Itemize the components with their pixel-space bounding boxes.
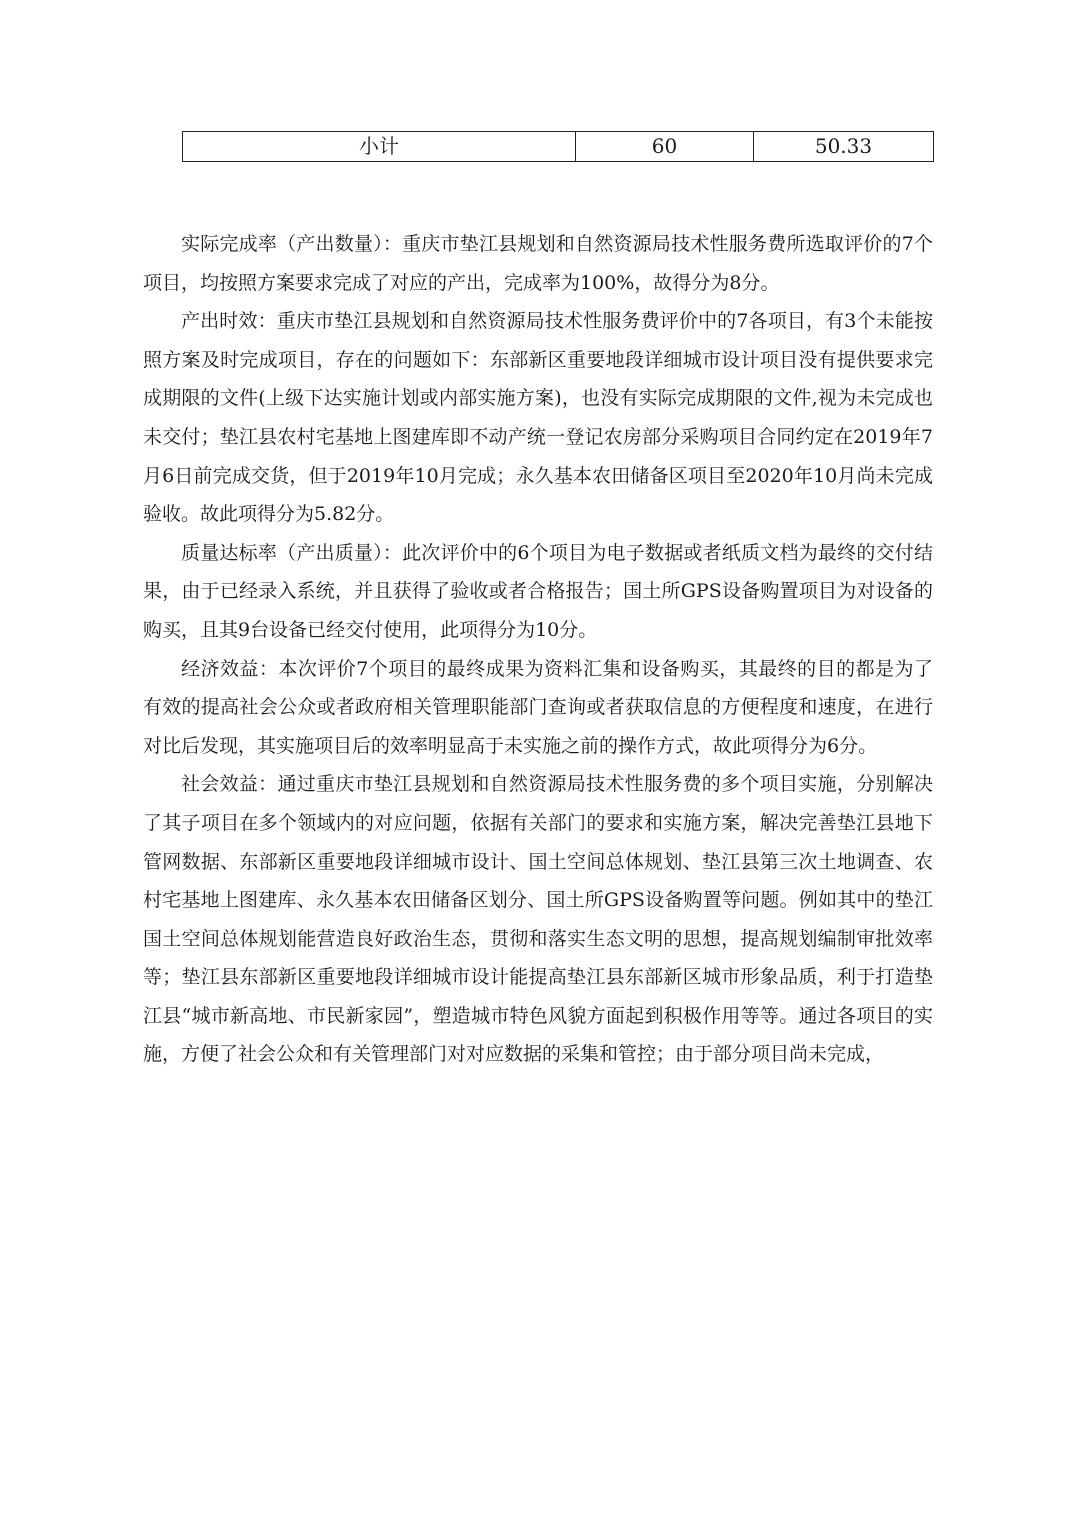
subtotal-value-b-cell: 50.33	[754, 132, 934, 162]
paragraph-output-quantity: 实际完成率（产出数量）：重庆市垫江县规划和自然资源局技术性服务费所选取评价的7个项目，均按照方案要求完成了对应的产出，完成率为100%，故得分为8分。	[143, 233, 933, 294]
subtotal-label-cell: 小计	[183, 132, 576, 162]
subtotal-value-a-cell: 60	[576, 132, 754, 162]
table-row-subtotal	[183, 132, 934, 162]
summary-table	[182, 131, 934, 162]
paragraph-social-benefit: 社会效益：通过重庆市垫江县规划和自然资源局技术性服务费的多个项目实施，分别解决了其子项目在多个领域内的对应问题，依据有关部门的要求和实施方案，解决完善垫江县地下管网数据、东部新区重要地段详细城市设计、国土空间总体规划、垫江县第三次土地调查、农村宅基地上图建库、永久基本农田储备区划分、国土所GPS设备购置等问题。例如其中的垫江国土空间总体规划能营造良好政治生态，贯彻和落实生态文明的思想，提高规划编制审批效率等；垫江县东部新区重要地段详细城市设计能提高垫江县东部新区城市形象品质，利于打造垫江县“城市新高地、市民新家园”，塑造城市特色风貌方面起到积极作用等等。通过各项目的实施，方便了社会公众和有关管理部门对对应数据的采集和管控；由于部分项目尚未完成，	[143, 773, 933, 1066]
paragraph-economic-benefit: 经济效益：本次评价7个项目的最终成果为资料汇集和设备购买，其最终的目的都是为了有效的提高社会公众或者政府相关管理职能部门查询或者获取信息的方便程度和速度，在进行对比后发现，其实施项目后的效率明显高于未实施之前的操作方式，故此项得分为6分。	[143, 657, 933, 757]
paragraph-output-quality: 质量达标率（产出质量）：此次评价中的6个项目为电子数据或者纸质文档为最终的交付结果，由于已经录入系统，并且获得了验收或者合格报告；国土所GPS设备购置项目为对设备的购买，且其9台设备已经交付使用，此项得分为10分。	[143, 541, 933, 641]
body-text	[143, 225, 933, 1074]
paragraph-output-timeliness: 产出时效：重庆市垫江县规划和自然资源局技术性服务费评价中的7各项目，有3个未能按照方案及时完成项目，存在的问题如下：东部新区重要地段详细城市设计项目没有提供要求完成期限的文件(上级下达实施计划或内部实施方案)，也没有实际完成期限的文件,视为未完成也未交付；垫江县农村宅基地上图建库即不动产统一登记农房部分采购项目合同约定在2019年7月6日前完成交货，但于2019年10月完成；永久基本农田储备区项目至2020年10月尚未完成验收。故此项得分为5.82分。	[143, 310, 933, 526]
